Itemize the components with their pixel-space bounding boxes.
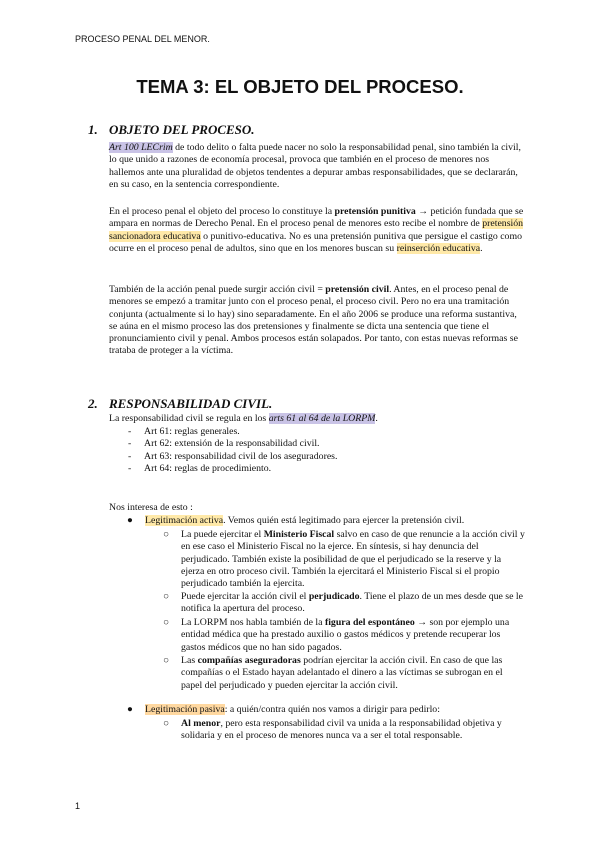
section-1-paragraph-1 <box>109 142 525 191</box>
bold-term: compañías aseguradoras <box>197 655 301 666</box>
section-1-title: OBJETO DEL PROCESO. <box>109 122 255 137</box>
lecrim-reference: Art 100 LECrim <box>109 142 173 153</box>
paragraph-text: . <box>480 242 483 254</box>
paragraph-text: . Tiene el plazo de un mes desde que se le notifica la apertura del proceso. <box>181 591 523 615</box>
bullet-circle-icon: ○ <box>163 529 169 540</box>
sub-item-ministerio-fiscal <box>163 529 525 590</box>
paragraph-text: Las <box>181 655 198 666</box>
legitimacion-pasiva-label: Legitimación pasiva <box>145 704 225 715</box>
bullet-dot-icon: ● <box>127 515 133 526</box>
paragraph-text: podrían ejercitar la acción civil. En caso de que las compañías o el Estado hayan adelantado el dinero a las víctimas se subrogan en el papel del perjudicado y pueden ejercitar la acción civil. <box>181 655 503 691</box>
pretension-sancionadora-highlight: pretensión sancionadora educativa <box>109 218 524 242</box>
paragraph-text: : a quién/contra quién nos vamos a dirigir para pedirlo: <box>224 704 440 715</box>
section-1-paragraph-2 <box>109 206 525 255</box>
list-item: - Art 63: responsabilidad civil de los aseguradores. <box>128 451 337 463</box>
section-1-heading <box>88 122 255 138</box>
bullet-dot-icon: ● <box>127 704 133 715</box>
page-header: PROCESO PENAL DEL MENOR. <box>75 34 210 44</box>
section-2-title: RESPONSABILIDAD CIVIL. <box>109 396 273 411</box>
paragraph-text: En el proceso penal el objeto del proceso lo constituye la <box>109 206 335 217</box>
paragraph-text: salvo en caso de que renuncie a la acción civil y en ese caso el Ministerio Fiscal no la ejerce. En síntesis, si hay denuncia del perjudicado. También existe la posibilidad de que el perjudicado se la reserve y la ejerza en otro proceso civil. También la ejercitará el Ministerio Fiscal si el propio perjudicado también la ejercita. <box>181 529 525 590</box>
list-item: - Art 62: extensión de la responsabilidad civil. <box>128 438 337 450</box>
section-2-number: 2. <box>88 396 98 411</box>
paragraph-text: o punitivo-educativa. No es una pretensión punitiva que persigue el castigo como ocurre en el proceso penal de adultos, sino que en los menores buscan su <box>109 230 522 254</box>
bold-term: Ministerio Fiscal <box>263 529 335 540</box>
bullet-circle-icon: ○ <box>163 617 169 628</box>
legitimacion-pasiva-item <box>127 704 525 716</box>
section-2-intro <box>109 413 525 425</box>
paragraph-text: → son por ejemplo una entidad médica que ha prestado auxilio o gastos médicos y pretende recuperar los gastos médicos que no han sido pagados. <box>181 617 510 653</box>
page-number: 1 <box>75 801 81 811</box>
bold-term: perjudicado <box>308 591 360 602</box>
interest-line: Nos interesa de esto : <box>109 502 193 513</box>
section-1-number: 1. <box>88 122 98 137</box>
paragraph-text: La LORPM nos habla también de la <box>181 617 325 628</box>
paragraph-text: La puede ejercitar el <box>181 529 264 540</box>
paragraph-text: . <box>375 413 378 424</box>
page-title: TEMA 3: EL OBJETO DEL PROCESO. <box>136 76 464 97</box>
sub-item-aseguradoras <box>163 655 525 692</box>
articles-list <box>128 426 337 475</box>
paragraph-text: → petición fundada que se ampara en normas de Derecho Penal. En el proceso penal de menores esto recibe el nombre de <box>109 206 524 230</box>
bold-term: Al menor <box>181 718 221 729</box>
bold-term: figura del espontáneo <box>324 617 415 628</box>
paragraph-text: También de la acción penal puede surgir acción civil = <box>109 284 326 295</box>
section-1-paragraph-3 <box>109 284 525 358</box>
lorpm-articles-reference: arts 61 al 64 de la LORPM <box>268 413 376 424</box>
sub-item-espontaneo <box>163 617 525 654</box>
paragraph-text: , pero esta responsabilidad civil va unida a la responsabilidad objetiva y solidaria y en el proceso de menores nunca va a ser el total responsable. <box>181 718 502 742</box>
paragraph-text: . Vemos quién está legitimado para ejercer la pretensión civil. <box>223 515 465 526</box>
legitimacion-activa-label: Legitimación activa <box>145 515 224 526</box>
reinsercion-educativa-highlight: reinserción educativa <box>396 242 481 254</box>
pretension-punitiva-term: pretensión punitiva <box>334 206 416 217</box>
sub-item-perjudicado <box>163 591 525 616</box>
section-2-heading <box>88 396 272 412</box>
paragraph-text: de todo delito o falta puede nacer no solo la responsabilidad penal, sino también la civil, lo que unido a razones de economía procesal, provoca que también en el proceso de menores nos hallemos ante una pluralidad de objetos tendentes a depurar ambas responsabilidades, que se declararán, en su caso, en la sentencia correspondiente. <box>109 142 521 190</box>
list-item: - Art 61: reglas generales. <box>128 426 337 438</box>
sub-item-menor <box>163 718 525 743</box>
list-item: - Art 64: reglas de procedimiento. <box>128 463 337 475</box>
bullet-circle-icon: ○ <box>163 591 169 602</box>
paragraph-text: La responsabilidad civil se regula en los <box>109 413 269 424</box>
bullet-circle-icon: ○ <box>163 655 169 666</box>
pretension-civil-term: pretensión civil <box>325 284 390 295</box>
paragraph-text: Puede ejercitar la acción civil el <box>181 591 309 602</box>
paragraph-text: . Antes, en el proceso penal de menores se empezó a tramitar junto con el proceso penal, el proceso civil. Pero no era una tramitación conjunta (actualmente si lo hay) sino separadamente. En el año 2006 se produce una reforma sustantiva, se aúna en el mismo proceso las dos pretensiones y finalmente se dicta una sentencia que tiene el pronunciamiento civil y penal. Ambos procesos están solapados. Por tanto, con estas nuevas reformas se trataba de proteger a la víctima. <box>109 284 518 357</box>
bullet-circle-icon: ○ <box>163 718 169 729</box>
legitimacion-activa-item <box>127 515 525 527</box>
